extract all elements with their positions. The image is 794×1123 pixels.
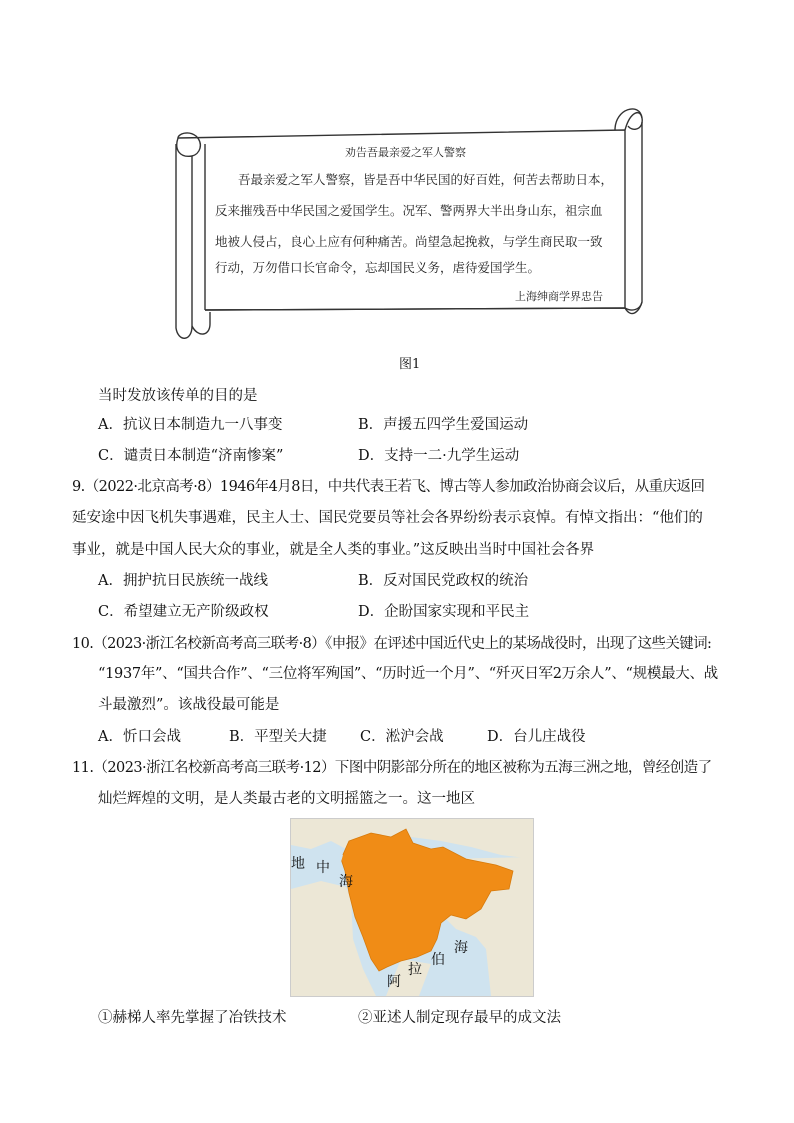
option-d[interactable]: D．支持一二·九学生运动 — [358, 448, 520, 464]
statement-item: ①赫梯人率先掌握了冶铁技术 — [98, 1010, 287, 1026]
option-c[interactable]: C．谴责日本制造“济南惨案” — [98, 448, 284, 464]
map-label-la: 拉 — [408, 962, 422, 978]
question-text: “1937年”、“国共合作”、“三位将军殉国”、“历时近一个月”、“歼灭日军2万余人”、“规模最大、战 — [98, 666, 718, 682]
question-stem: 当时发放该传单的目的是 — [98, 388, 258, 404]
map-label-hai: 海 — [454, 940, 468, 956]
option-a[interactable]: A．抗议日本制造九一八事变 — [98, 417, 283, 433]
question-text: 灿烂辉煌的文明，是人类最古老的文明摇篮之一。这一地区 — [98, 791, 475, 807]
scroll-signature: 上海绅商学界忠告 — [515, 290, 603, 303]
scroll-line: 吾最亲爱之军人警察，皆是吾中华民国的好百姓，何苦去帮助日本， — [238, 172, 614, 187]
question-text: 延安途中因飞机失事遇难，民主人士、国民党要员等社会各界纷纷表示哀悼。有悼文指出：“他们的 — [72, 510, 703, 526]
map-label-di: 地 — [291, 856, 305, 872]
question-text: 9.（2022·北京高考·8）1946年4月8日，中共代表王若飞、博古等人参加政治协商会议后，从重庆返回 — [72, 479, 705, 495]
question-text: 事业，就是中国人民大众的事业，就是全人类的事业。”这反映出当时中国社会各界 — [72, 542, 595, 558]
map-label-hai: 海 — [339, 874, 353, 890]
scroll-title: 劝告吾最亲爱之军人警察 — [345, 146, 466, 159]
scroll-line: 反来摧残吾中华民国之爱国学生。况军、警两界大半出身山东，祖宗血 — [215, 203, 603, 218]
map-label-bo: 伯 — [431, 952, 445, 968]
option-d[interactable]: D．台儿庄战役 — [487, 729, 586, 745]
map-label-zhong: 中 — [316, 860, 330, 876]
question-text: 11.（2023·浙江名校新高考高三联考·12）下图中阴影部分所在的地区被称为五海三洲之地，曾经创造了 — [72, 760, 712, 776]
option-c[interactable]: C．希望建立无产阶级政权 — [98, 604, 269, 620]
option-b[interactable]: B．平型关大捷 — [229, 729, 327, 745]
question-text: 斗最激烈”。该战役最可能是 — [98, 697, 280, 713]
region-map — [290, 818, 534, 997]
scroll-line: 行动，万勿借口长官命令，忘却国民义务，虐待爱国学生。 — [215, 260, 541, 275]
option-b[interactable]: B．反对国民党政权的统治 — [358, 573, 529, 589]
option-a[interactable]: A．拥护抗日民族统一战线 — [98, 573, 268, 589]
option-a[interactable]: A．忻口会战 — [98, 729, 181, 745]
scroll-drawing — [170, 98, 650, 343]
option-d[interactable]: D．企盼国家实现和平民主 — [358, 604, 530, 620]
question-text: 10.（2023·浙江名校新高考高三联考·8）《申报》在评述中国近代史上的某场战役时，出现了这些关键词: — [72, 636, 712, 652]
map-label-a: 阿 — [387, 974, 401, 990]
option-c[interactable]: C．淞沪会战 — [360, 729, 444, 745]
scroll-line: 地被人侵占，良心上应有何种痛苦。尚望急起挽救，与学生商民取一致 — [215, 234, 603, 249]
statement-item: ②亚述人制定现存最早的成文法 — [358, 1010, 561, 1026]
scroll-figure — [170, 98, 650, 343]
option-b[interactable]: B．声援五四学生爱国运动 — [358, 417, 529, 433]
figure-caption: 图1 — [399, 357, 421, 372]
